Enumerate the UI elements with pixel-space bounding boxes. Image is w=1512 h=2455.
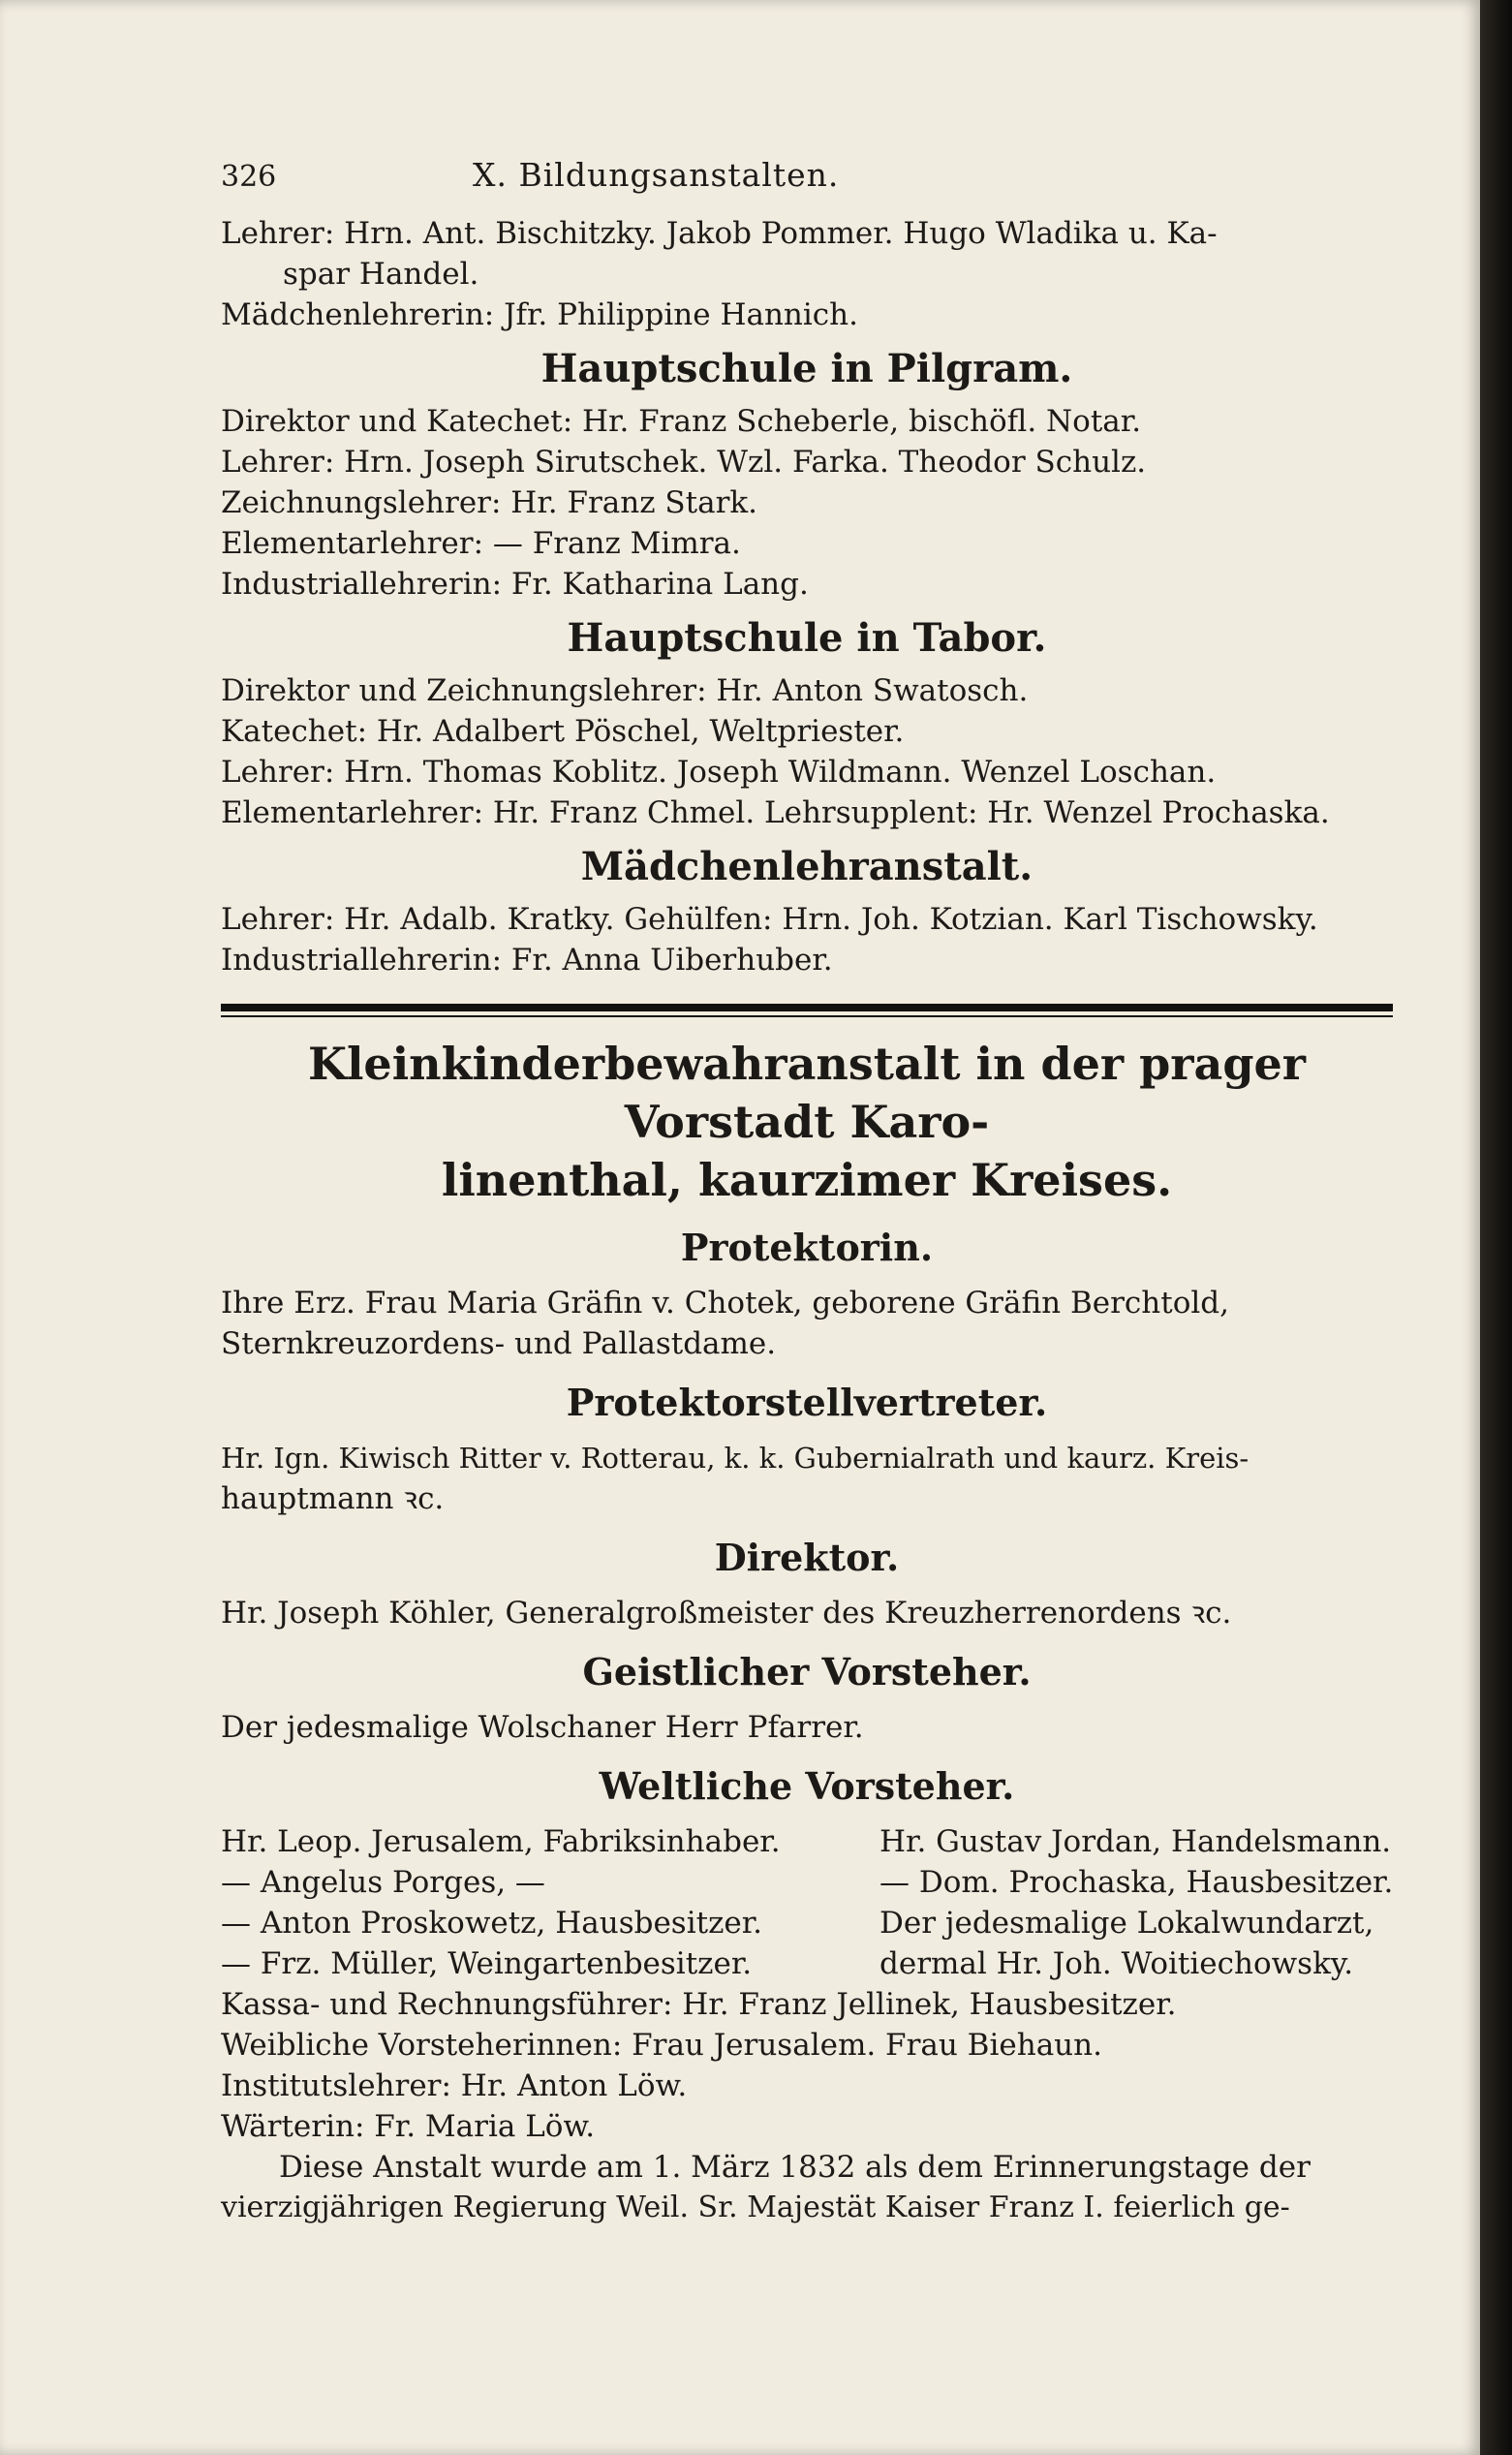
section-rule-thin [221, 1015, 1393, 1017]
protector-heading: Protektorin. [680, 1226, 934, 1269]
clerical-heading: Geistlicher Vorsteher. [582, 1650, 1032, 1694]
tabor-line: Lehrer: Hrn. Thomas Koblitz. Joseph Wildmann. Wenzel Loschan. [221, 755, 1217, 790]
girls-institute-line: Industriallehrerin: Fr. Anna Uiberhuber. [221, 943, 833, 978]
tabor-line: Direktor und Zeichnungslehrer: Hr. Anton Swatosch. [221, 673, 1029, 708]
secular-list-right [879, 1821, 1393, 1984]
girls-institute-line: Lehrer: Hr. Adalb. Kratky. Gehülfen: Hrn. Joh. Kotzian. Karl Tischowsky. [221, 902, 1318, 937]
list-item: — Angelus Porges, — [221, 1865, 545, 1900]
secular-list-left [221, 1821, 879, 1984]
protector-line-cont: Sternkreuzordens- und Pallastdame. [221, 1326, 777, 1361]
list-item: Hr. Gustav Jordan, Handelsmann. [879, 1824, 1392, 1859]
list-item: — Dom. Prochaska, Hausbesitzer. [879, 1865, 1394, 1900]
teachers-line-cont: spar Handel. [283, 257, 479, 292]
kindergarten-title: Kleinkinderbewahranstalt in der prager Vorstadt Karo- [307, 1038, 1307, 1148]
institute-teacher-line: Institutslehrer: Hr. Anton Löw. [221, 2068, 688, 2103]
pilgram-line: Zeichnungslehrer: Hr. Franz Stark. [221, 485, 758, 520]
closing-paragraph-line: Diese Anstalt wurde am 1. März 1832 als dem Erinnerungstage der [279, 2150, 1311, 2185]
list-item: — Anton Proskowetz, Hausbesitzer. [221, 1906, 763, 1941]
pilgram-line: Elementarlehrer: — Franz Mimra. [221, 526, 741, 561]
tabor-heading: Hauptschule in Tabor. [567, 615, 1047, 661]
list-item: dermal Hr. Joh. Woitiechowsky. [879, 1946, 1354, 1981]
pilgram-heading: Hauptschule in Pilgram. [540, 346, 1073, 391]
director-line: Hr. Joseph Köhler, Generalgroßmeister des Kreuzherrenordens ꝛc. [221, 1596, 1232, 1631]
tabor-line: Katechet: Hr. Adalbert Pöschel, Weltpriester. [221, 714, 905, 749]
girls-institute-heading: Mädchenlehranstalt. [580, 844, 1034, 889]
list-item: Der jedesmalige Lokalwundarzt, [879, 1906, 1374, 1941]
page-edge-shadow [1480, 0, 1512, 2455]
deputy-heading: Protektorstellvertreter. [566, 1381, 1048, 1424]
list-item: Hr. Leop. Jerusalem, Fabriksinhaber. [221, 1824, 781, 1859]
running-title: X. Bildungsanstalten. [473, 156, 840, 194]
deputy-line-cont: hauptmann ꝛc. [221, 1481, 445, 1516]
deputy-line: Hr. Ign. Kiwisch Ritter v. Rotterau, k. k. Gubernialrath und kaurz. Kreis- [221, 1442, 1250, 1475]
closing-paragraph-line-cont: vierzigjährigen Regierung Weil. Sr. Majestät Kaiser Franz I. feierlich ge- [221, 2191, 1290, 2224]
pilgram-line: Lehrer: Hrn. Joseph Sirutschek. Wzl. Farka. Theodor Schulz. [221, 445, 1147, 480]
list-item: — Frz. Müller, Weingartenbesitzer. [221, 1946, 753, 1981]
treasurer-line: Kassa- und Rechnungsführer: Hr. Franz Jellinek, Hausbesitzer. [221, 1987, 1177, 2022]
protector-line: Ihre Erz. Frau Maria Gräfin v. Chotek, geborene Gräfin Berchtold, [221, 1286, 1229, 1321]
nurse-line: Wärterin: Fr. Maria Löw. [221, 2109, 596, 2144]
secular-list [221, 1821, 1393, 1984]
secular-heading: Weltliche Vorsteher. [599, 1764, 1015, 1808]
page-content [221, 155, 1393, 2228]
pilgram-line: Direktor und Katechet: Hr. Franz Scheberle, bischöfl. Notar. [221, 404, 1142, 439]
section-rule-thick [221, 1004, 1393, 1011]
clerical-line: Der jedesmalige Wolschaner Herr Pfarrer. [221, 1710, 864, 1745]
running-head [221, 155, 1393, 213]
kindergarten-title-cont: linenthal, kaurzimer Kreises. [441, 1154, 1173, 1206]
page-number: 326 [221, 160, 277, 194]
teachers-line: Lehrer: Hrn. Ant. Bischitzky. Jakob Pommer. Hugo Wladika u. Ka- [221, 216, 1218, 251]
pilgram-line: Industriallehrerin: Fr. Katharina Lang. [221, 567, 809, 602]
female-heads-line: Weibliche Vorsteherinnen: Frau Jerusalem. Frau Biehaun. [221, 2028, 1102, 2063]
girls-teacher-line: Mädchenlehrerin: Jfr. Philippine Hannich. [221, 297, 858, 332]
director-heading: Direktor. [714, 1536, 900, 1579]
tabor-line: Elementarlehrer: Hr. Franz Chmel. Lehrsupplent: Hr. Wenzel Prochaska. [221, 795, 1330, 830]
